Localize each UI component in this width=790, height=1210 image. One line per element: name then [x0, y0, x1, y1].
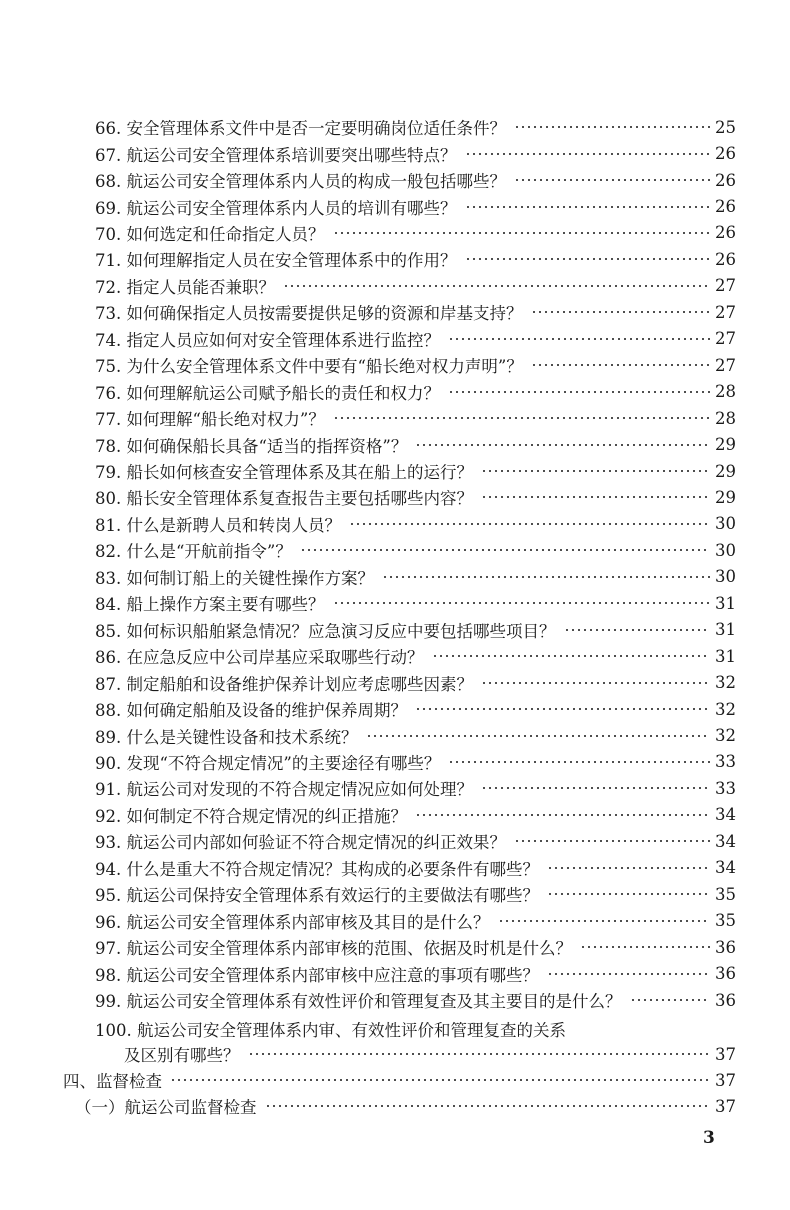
toc-page-ref: 30: [715, 514, 736, 534]
toc-entry-title: 72. 指定人员能否兼职？: [95, 277, 275, 297]
toc-entry: [95, 881, 736, 907]
dot-leader: [564, 617, 711, 643]
toc-entry: [95, 908, 736, 934]
toc-entry-title: 85. 如何标识船舶紧急情况？应急演习反应中要包括哪些项目？: [95, 621, 556, 641]
dot-leader: [481, 670, 710, 696]
dot-leader: [498, 908, 711, 934]
toc-entry: [95, 934, 736, 960]
toc-page-ref: 31: [715, 646, 736, 666]
toc-entry-100-line1: 100. 航运公司安全管理体系内审、有效性评价和管理复查的关系: [95, 1021, 566, 1040]
toc-entry-title: 83. 如何制订船上的关键性操作方案？: [95, 568, 374, 588]
toc-entry: [95, 828, 736, 854]
toc-entry: [95, 669, 736, 695]
dot-leader: [366, 723, 711, 749]
toc-page-ref: 26: [715, 170, 736, 190]
toc-page-ref: 29: [715, 435, 736, 455]
toc-page-ref: 37: [715, 1070, 736, 1090]
toc-page-ref: 35: [715, 911, 736, 931]
dot-leader: [283, 273, 710, 299]
toc-page-ref: 34: [715, 805, 736, 825]
toc-entry-title: 69. 航运公司安全管理体系内人员的培训有哪些？: [95, 198, 457, 218]
toc-page-ref: 27: [715, 302, 736, 322]
dot-leader: [349, 511, 710, 537]
toc-entry: [95, 484, 736, 510]
dot-leader: [514, 828, 710, 854]
toc-entry-title: 71. 如何理解指定人员在安全管理体系中的作用？: [95, 251, 457, 271]
toc-entry-title: 82. 什么是“开航前指令”？: [95, 542, 292, 562]
dot-leader: [481, 484, 710, 510]
dot-leader: [448, 749, 710, 775]
toc-entry-title: 87. 制定船舶和设备维护保养计划应考虑哪些因素？: [95, 674, 473, 694]
dot-leader: [415, 696, 710, 722]
dot-leader: [432, 643, 711, 669]
toc-entry-title: 76. 如何理解航运公司赋予船长的责任和权力？: [95, 383, 440, 403]
toc-entry: [95, 537, 736, 563]
dot-leader: [481, 775, 710, 801]
toc-entry-title: 88. 如何确定船舶及设备的维护保养周期？: [95, 701, 407, 721]
dot-leader: [265, 1093, 711, 1119]
toc-entry-title: 91. 航运公司对发现的不符合规定情况应如何处理？: [95, 780, 473, 800]
toc-entry: [95, 326, 736, 352]
toc-page-ref: 29: [715, 487, 736, 507]
page-number: 3: [703, 1128, 715, 1148]
toc-entry: [95, 220, 736, 246]
dot-leader: [630, 987, 711, 1013]
toc-page-ref: 37: [715, 1096, 736, 1116]
toc-entry: [95, 802, 736, 828]
toc-entry: [95, 167, 736, 193]
toc-page-ref: 35: [715, 884, 736, 904]
toc-subsection-title: （一）航运公司监督检查: [75, 1098, 257, 1118]
dot-leader: [465, 141, 711, 167]
toc-page-ref: 27: [715, 276, 736, 296]
toc-entry-title: 97. 航运公司安全管理体系内部审核的范围、依据及时机是什么？: [95, 939, 572, 959]
dot-leader: [300, 537, 710, 563]
toc-section-title: 四、监督检查: [63, 1072, 162, 1092]
toc-subsection: [75, 1093, 736, 1119]
toc-entry: [95, 352, 736, 378]
toc-entry: [95, 193, 736, 219]
toc-entry: [95, 696, 736, 722]
toc-page-ref: 31: [715, 620, 736, 640]
toc-entry-title: 78. 如何确保船长具备“适当的指挥资格”？: [95, 436, 408, 456]
toc-entry-title: 86. 在应急反应中公司岸基应采取哪些行动？: [95, 648, 424, 668]
dot-leader: [333, 405, 710, 431]
toc-page-ref: 36: [715, 937, 736, 957]
toc-page-ref: 28: [715, 382, 736, 402]
toc-entry-title: 80. 船长安全管理体系复查报告主要包括哪些内容？: [95, 489, 473, 509]
toc-entry-title: 96. 航运公司安全管理体系内部审核及其目的是什么？: [95, 912, 490, 932]
dot-leader: [448, 326, 710, 352]
toc-page-ref: 26: [715, 197, 736, 217]
dot-leader: [531, 299, 711, 325]
toc-entry-title: 79. 船长如何核查安全管理体系及其在船上的运行？: [95, 463, 473, 483]
dot-leader: [415, 802, 710, 828]
toc-entry-title: 89. 什么是关键性设备和技术系统？: [95, 727, 358, 747]
toc-page-ref: 29: [715, 461, 736, 481]
toc-entry: [95, 722, 736, 748]
toc-entry: [95, 379, 736, 405]
toc-entry-title: 67. 航运公司安全管理体系培训要突出哪些特点？: [95, 145, 457, 165]
toc-entry: [95, 643, 736, 669]
dot-leader: [514, 167, 710, 193]
toc-entry-title: 70. 如何选定和任命指定人员？: [95, 224, 325, 244]
toc-entry-title: 98. 航运公司安全管理体系内部审核中应注意的事项有哪些？: [95, 965, 539, 985]
toc-entry: [95, 299, 736, 325]
toc-page-ref: 36: [715, 964, 736, 984]
toc-entry: [95, 273, 736, 299]
toc-entry-title: 74. 指定人员应如何对安全管理体系进行监控？: [95, 330, 440, 350]
toc-entry-title: 90. 发现“不符合规定情况”的主要途径有哪些？: [95, 753, 441, 773]
toc-page-ref: 37: [715, 1044, 736, 1064]
toc-entry: [95, 246, 736, 272]
toc-entry: [95, 511, 736, 537]
toc-page-ref: 28: [715, 408, 736, 428]
dot-leader: [465, 246, 711, 272]
dot-leader: [248, 1041, 711, 1067]
toc-entry: [95, 405, 736, 431]
toc-entry-title: 92. 如何制定不符合规定情况的纠正措施？: [95, 806, 407, 826]
toc-page-ref: 26: [715, 144, 736, 164]
toc-page-ref: 31: [715, 593, 736, 613]
toc-entry: [95, 617, 736, 643]
toc-page-ref: 27: [715, 355, 736, 375]
dot-leader: [547, 961, 710, 987]
toc-page-ref: 25: [715, 117, 736, 137]
dot-leader: [531, 352, 710, 378]
toc-page-ref: 32: [715, 726, 736, 746]
toc-entry: [95, 590, 736, 616]
toc-entry: [95, 140, 736, 166]
dot-leader: [547, 881, 710, 907]
toc-entry-title: 93. 航运公司内部如何验证不符合规定情况的纠正效果？: [95, 833, 506, 853]
toc-entry: [95, 960, 736, 986]
toc-entry: [95, 775, 736, 801]
toc-page-ref: 27: [715, 329, 736, 349]
toc-page-ref: 32: [715, 673, 736, 693]
toc-page-ref: 30: [715, 540, 736, 560]
toc-page-ref: 33: [715, 752, 736, 772]
dot-leader: [382, 564, 710, 590]
toc-entry-title: 77. 如何理解“船长绝对权力”？: [95, 410, 325, 430]
dot-leader: [514, 114, 710, 140]
dot-leader: [580, 934, 710, 960]
toc-page-ref: 33: [715, 778, 736, 798]
toc-page-ref: 34: [715, 831, 736, 851]
toc-entry: [95, 458, 736, 484]
toc-entry: [95, 987, 736, 1013]
toc-section: [63, 1067, 736, 1093]
toc-entry-100-line2: [124, 1041, 736, 1067]
toc-entry-title: 81. 什么是新聘人员和转岗人员？: [95, 515, 341, 535]
toc-entry-title: 73. 如何确保指定人员按需要提供足够的资源和岸基支持？: [95, 304, 523, 324]
toc-page-ref: 32: [715, 699, 736, 719]
toc-page-ref: 30: [715, 567, 736, 587]
toc-entry: [95, 431, 736, 457]
toc-entry-title: 68. 航运公司安全管理体系内人员的构成一般包括哪些？: [95, 172, 506, 192]
dot-leader: [170, 1067, 710, 1093]
toc-entry: [95, 564, 736, 590]
dot-leader: [333, 590, 711, 616]
toc-entry-title: 75. 为什么安全管理体系文件中要有“船长绝对权力声明”？: [95, 357, 523, 377]
toc-page-ref: 36: [715, 990, 736, 1010]
toc-entry: [95, 749, 736, 775]
toc-page-ref: 26: [715, 223, 736, 243]
toc-entry-title: 66. 安全管理体系文件中是否一定要明确岗位适任条件？: [95, 119, 506, 139]
dot-leader: [333, 220, 711, 246]
toc-entry: [95, 855, 736, 881]
toc-entry-title: 94. 什么是重大不符合规定情况？其构成的必要条件有哪些？: [95, 859, 539, 879]
toc-entry-title: 84. 船上操作方案主要有哪些？: [95, 595, 325, 615]
toc-page-ref: 26: [715, 249, 736, 269]
toc-entry-title: 及区别有哪些？: [124, 1046, 240, 1066]
toc-entry-title: 99. 航运公司安全管理体系有效性评价和管理复查及其主要目的是什么？: [95, 992, 622, 1012]
dot-leader: [481, 458, 710, 484]
dot-leader: [448, 379, 710, 405]
toc-entry-title: 95. 航运公司保持安全管理体系有效运行的主要做法有哪些？: [95, 886, 539, 906]
toc-page-ref: 34: [715, 858, 736, 878]
dot-leader: [547, 855, 710, 881]
toc-entry: [95, 114, 736, 140]
dot-leader: [465, 194, 711, 220]
dot-leader: [415, 432, 710, 458]
